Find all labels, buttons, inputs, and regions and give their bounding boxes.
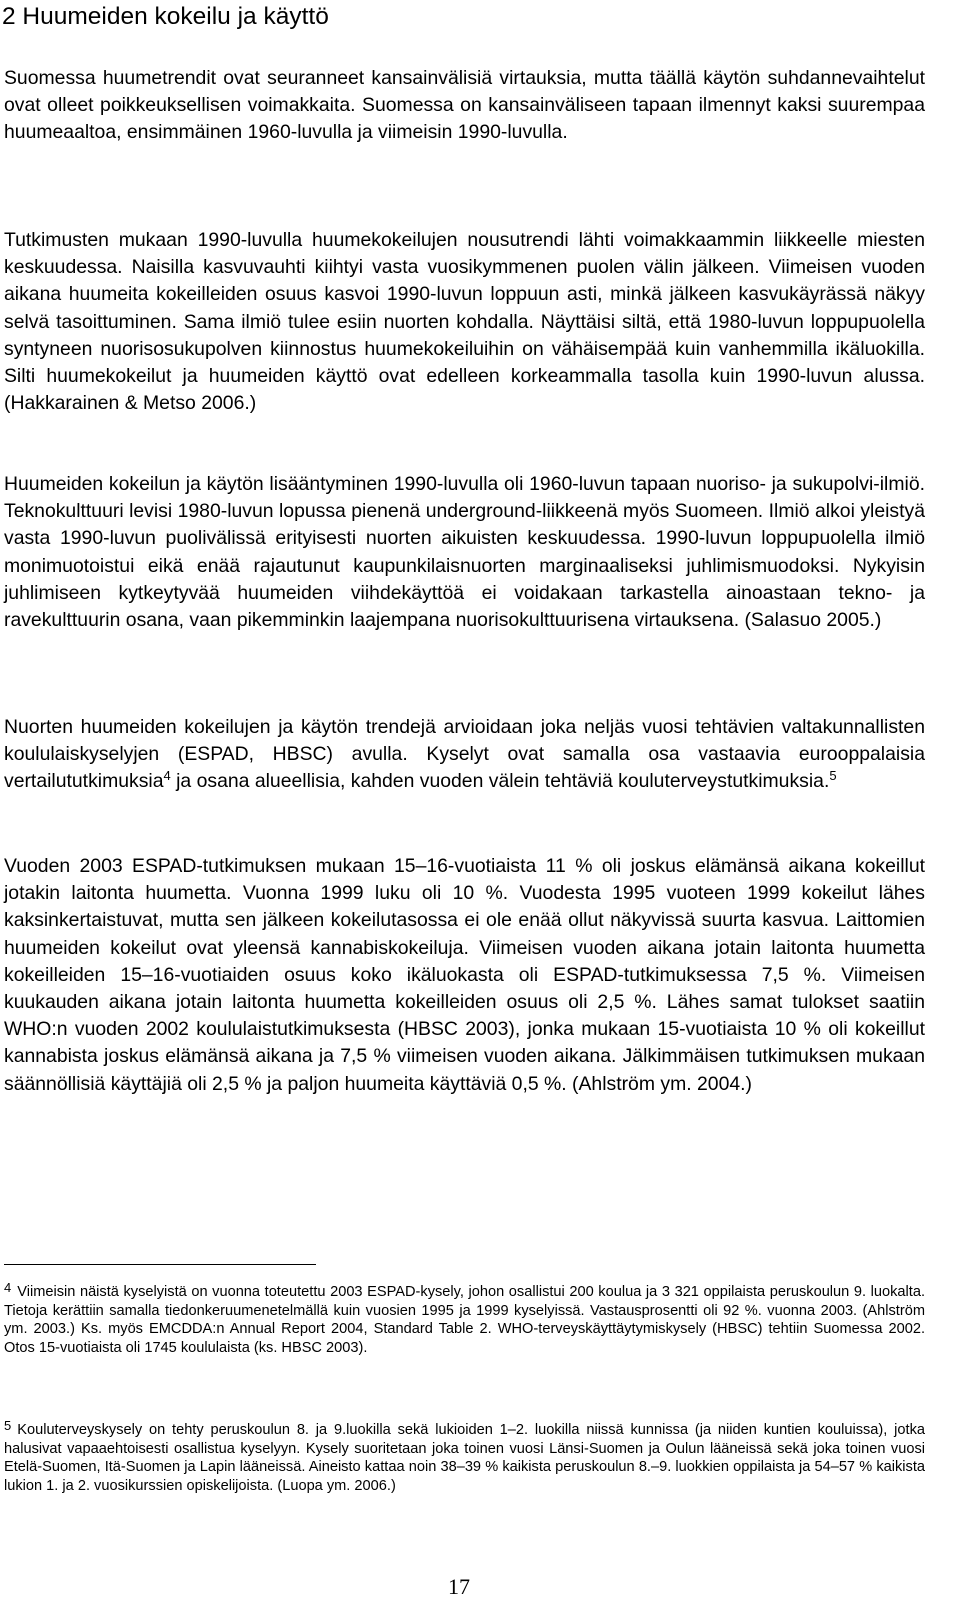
footnote-4-mark: 4: [4, 1280, 12, 1295]
paragraph-3: Huumeiden kokeilun ja käytön lisääntyminen 1990-luvulla oli 1960-luvun tapaan nuoriso- ja sukupolvi-ilmiö. Teknokulttuuri levisi 1980-luvun lopussa pienenä underground-liikkeenä myös Suomeen. Ilmiö alkoi yleistyä vasta 1990-luvun puolivälissä erityisesti nuorten aikuisten keskuudessa. 1990-luvun loppupuolella ilmiö monimuotoistui eikä enää rajautunut kaupunkilaisnuorten marginaaliseksi juhlimismuodoksi. Nykyisin juhlimiseen kytkeytyvää huumeiden viihdekäyttöä ei voidakaan tarkastella ainoastaan tekno- ja ravekulttuurin osana, vaan pikemminkin laajempana nuorisokulttuurisena virtauksena. (Salasuo 2005.): [4, 473, 925, 632]
page-number: 17: [448, 1574, 470, 1599]
footnote-5-mark: 5: [4, 1418, 12, 1433]
paragraph-4-text-b: ja osana alueellisia, kahden vuoden välein tehtäviä kouluterveystutkimuksia.: [170, 770, 830, 793]
footnote-separator-line: [4, 1264, 316, 1265]
footnote-4: [4, 1280, 925, 1357]
paragraph-1: Suomessa huumetrendit ovat seuranneet kansainvälisiä virtauksia, mutta täällä käytön suhdannevaihtelut ovat olleet poikkeuksellisen voimakkaita. Suomessa on kansainväliseen tapaan ilmennyt kaksi suurempaa huumeaaltoa, ensimmäinen 1960-luvulla ja viimeisin 1990-luvulla.: [4, 67, 925, 144]
paragraph-4-text-a: Nuorten huumeiden kokeilujen ja käytön trendejä arvioidaan joka neljäs vuosi tehtävien valtakunnallisten koululaiskyselyjen (ESPAD, HBSC) avulla. Kyselyt ovat samalla osa vastaavia eurooppalaisia vertailututkimuksia: [4, 716, 925, 793]
footnote-5: [4, 1418, 925, 1495]
footnote-4-text: Viimeisin näistä kyselyistä on vuonna toteutettu 2003 ESPAD-kysely, johon osallistui 200 koulua ja 3 321 oppilaista peruskoulun 9. luokalta. Tietoja kerättiin samalla tiedonkeruumenetelmällä kuin vuosien 1995 ja 1999 kyselyissä. Vastausprosentti oli 92 %. vuonna 2003. (Ahlström ym. 2003.) Ks. myös EMCDDA:n Annual Report 2004, Standard Table 2. WHO-terveyskäyttäytymiskysely (HBSC) tehtiin Suomessa 2002. Otos 15-vuotiaista oli 1745 koululaista (ks. HBSC 2003).: [4, 1284, 925, 1356]
paragraph-5: Vuoden 2003 ESPAD-tutkimuksen mukaan 15–16-vuotiaista 11 % oli joskus elämänsä aikana kokeillut jotakin laitonta huumetta. Vuonna 1999 luku oli 10 %. Vuodesta 1995 vuoteen 1999 kokeilut lähes kaksinkertaistuvat, mutta sen jälkeen kokeilutasossa ei ole enää ollut näkyvissä suurta kasvua. Laittomien huumeiden kokeilut ovat yleensä kannabiskokeiluja. Viimeisen vuoden aikana jotain laitonta huumetta kokeilleiden 15–16-vuotiaiden osuus koko ikäluokasta oli ESPAD-tutkimuksessa 7,5 %. Viimeisen kuukauden aikana jotain laitonta huumetta kokeilleiden osuus oli 2,5 %. Lähes samat tulokset saatiin WHO:n vuoden 2002 koululaistutkimuksesta (HBSC 2003), jonka mukaan 15-vuotiaista 10 % oli kokeillut kannabista joskus elämänsä aikana ja 7,5 % viimeisen vuoden aikana. Jälkimmäisen tutkimuksen mukaan säännöllisiä käyttäjiä oli 2,5 % ja paljon huumeita käyttäviä 0,5 %. (Ahlström ym. 2004.): [4, 855, 925, 1095]
footnote-reference-4[interactable]: 4: [163, 768, 171, 784]
paragraph-4: [4, 714, 925, 796]
footnote-5-text: Kouluterveyskysely on tehty peruskoulun 8. ja 9.luokilla sekä lukioiden 1–2. luokilla niissä kunnissa (ja niiden kuntien kouluissa), jotka halusivat vapaaehtoisesti osallistua kyselyyn. Kysely suoritetaan joka toinen vuosi Länsi-Suomen ja Oulun lääneissä sekä joka toinen vuosi Etelä-Suomen, Itä-Suomen ja Lapin lääneissä. Aineisto kattaa noin 38–39 % kaikista peruskoulun 8.–9. luokkien oppilaista ja 54–57 % kaikista lukion 1. ja 2. vuosikurssien opiskelijoista. (Luopa ym. 2006.): [4, 1422, 925, 1494]
paragraph-2: Tutkimusten mukaan 1990-luvulla huumekokeilujen nousutrendi lähti voimakkaammin liikkeelle miesten keskuudessa. Naisilla kasvuvauhti kiihtyi vasta vuosikymmenen puolen välin jälkeen. Viimeisen vuoden aikana huumeita kokeilleiden osuus kasvoi 1990-luvun loppuun asti, minkä jälkeen kasvukäyrässä näkyy selvä tasoittuminen. Sama ilmiö tulee esiin nuorten kohdalla. Näyttäisi siltä, että 1980-luvun loppupuolella syntyneen nuorisosukupolven kiinnostus huumekokeiluihin on vähäisempää kuin vanhemmilla ikäluokilla. Silti huumekokeilut ja huumeiden käyttö ovat edelleen korkeammalla tasolla kuin 1990-luvun alussa. (Hakkarainen & Metso 2006.): [4, 229, 925, 415]
footnote-separator: [4, 1264, 316, 1266]
footnote-reference-5[interactable]: 5: [829, 768, 837, 784]
section-heading: 2 Huumeiden kokeilu ja käyttö: [2, 3, 329, 30]
